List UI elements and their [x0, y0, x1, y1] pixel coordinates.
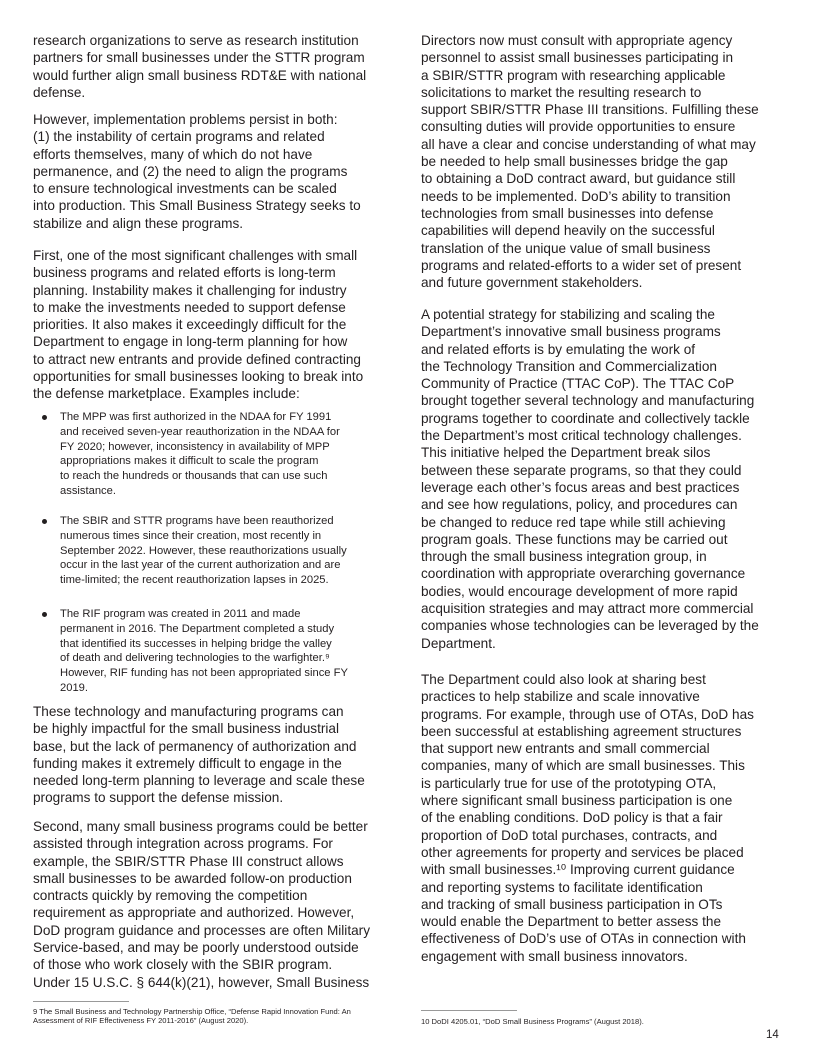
text-line: and received seven-year reauthorization in the NDAA for: [60, 425, 340, 438]
text-line: needed long-term planning to leverage and scale these: [33, 773, 365, 789]
text-line: First, one of the most significant challenges with small: [33, 248, 358, 263]
text-line: engagement with small business innovators.: [421, 948, 688, 964]
text-line: and future government stakeholders.: [421, 275, 643, 291]
text-line: the defense marketplace. Examples include:: [33, 386, 300, 402]
text-line: Directors now must consult with appropriate agency: [421, 33, 733, 48]
text-line: programs. For example, through use of OTAs, DoD has: [421, 706, 754, 722]
text-line: capabilities will depend heavily on the successful: [421, 223, 715, 239]
text-line: opportunities for small businesses looking to break into: [33, 369, 364, 385]
text-line: This initiative helped the Department break silos: [421, 445, 711, 461]
text-line: to make the investments needed to support defense: [33, 299, 346, 315]
text-line: assisted through integration across programs. For: [33, 836, 333, 852]
text-line: be needed to help small businesses bridge the gap: [421, 154, 728, 170]
text-line: small businesses to be awarded follow-on production: [33, 870, 352, 886]
text-line: priorities. It also makes it exceedingly difficult for the: [33, 317, 347, 333]
text-line: numerous times since their creation, most recently in: [60, 529, 322, 542]
text-line: assistance.: [60, 484, 116, 497]
text-line: the Technology Transition and Commercialization: [421, 358, 717, 374]
footnote-line: 9 The Small Business and Technology Partnership Office, “Defense Rapid Innovation Fund: An: [33, 1007, 351, 1016]
text-line: partners for small businesses under the STTR program: [33, 50, 365, 66]
text-line: permanence, and (2) the need to align the programs: [33, 163, 348, 179]
text-line: into production. This Small Business Strategy seeks to: [33, 198, 361, 214]
text-line: companies whose technologies can be leveraged by the: [421, 618, 759, 634]
text-line: acquisition strategies and may attract more commercial: [421, 601, 754, 617]
text-line: FY 2020; however, inconsistency in availability of MPP: [60, 440, 330, 453]
text-line: to ensure technological investments can be scaled: [33, 181, 337, 197]
text-line: the Department’s most critical technology challenges.: [421, 428, 742, 444]
text-line: practices to help stabilize and scale innovative: [421, 689, 700, 705]
text-line: been successful at establishing agreement structures: [421, 723, 742, 739]
text-line: stabilize and align these programs.: [33, 215, 244, 231]
text-line: consulting duties will provide opportunities to ensure: [421, 119, 736, 135]
text-line: programs and related-efforts to a wider set of present: [421, 257, 742, 273]
bullet-item: [33, 514, 405, 588]
text-line: Department’s innovative small business programs: [421, 324, 721, 340]
text-line: of those who work closely with the SBIR program.: [33, 957, 333, 973]
text-line: DoD program guidance and processes are often Military: [33, 922, 370, 938]
text-line: effectiveness of DoD’s use of OTAs in connection with: [421, 931, 746, 947]
right-column: [421, 0, 793, 1000]
text-line: base, but the lack of permanency of authorization and: [33, 738, 357, 754]
text-line: all have a clear and concise understanding of what may: [421, 136, 756, 152]
text-line: be highly impactful for the small business industrial: [33, 721, 340, 737]
text-line: Department.: [421, 635, 496, 651]
text-line: through the small business integration group, in: [421, 549, 707, 565]
text-line: solicitations to market the resulting research to: [421, 84, 702, 100]
text-line: However, RIF funding has not been appropriated since FY: [60, 667, 348, 680]
text-line: to attract new entrants and provide defined contracting: [33, 351, 361, 367]
bullet-item: [33, 410, 405, 499]
text-line: defense.: [33, 84, 86, 100]
text-line: (1) the instability of certain programs and related: [33, 129, 325, 145]
paragraph: [421, 671, 793, 965]
text-line: companies, many of which are small businesses. This: [421, 758, 745, 774]
text-line: program goals. These functions may be carried out: [421, 531, 728, 547]
text-line: leverage each other’s focus areas and best practices: [421, 479, 740, 495]
footnote-line: 10 DoDI 4205.01, “DoD Small Business Programs” (August 2018).: [421, 1017, 644, 1026]
text-line: Community of Practice (TTAC CoP). The TTAC CoP: [421, 376, 735, 392]
text-line: needs to be implemented. DoD’s ability to transition: [421, 188, 731, 204]
text-line: support SBIR/STTR Phase III transitions. Fulfilling these: [421, 102, 759, 118]
text-line: Second, many small business programs could be better: [33, 819, 368, 834]
paragraph: [421, 306, 793, 652]
bullet-item: [33, 607, 405, 696]
footnote-divider: [33, 1001, 129, 1002]
paragraph: [33, 247, 405, 403]
text-line: to obtaining a DoD contract award, but guidance still: [421, 171, 736, 187]
footnote-divider: [421, 1010, 517, 1011]
text-line: These technology and manufacturing programs can: [33, 704, 344, 719]
text-line: between these separate programs, so that they could: [421, 462, 742, 478]
text-line: and related efforts is by emulating the work of: [421, 341, 696, 357]
text-line: 2019.: [60, 681, 88, 694]
paragraph: [33, 703, 405, 807]
footnote-10: [421, 1017, 644, 1026]
text-line: occur in the last year of the current authorization and are: [60, 559, 341, 572]
text-line: proportion of DoD total purchases, contracts, and: [421, 827, 718, 843]
text-line: Service-based, and may be poorly understood outside: [33, 940, 359, 956]
text-line: personnel to assist small businesses participating in: [421, 50, 734, 66]
text-line: example, the SBIR/STTR Phase III construct allows: [33, 853, 344, 869]
text-line: where significant small business participation is one: [421, 793, 733, 809]
text-line: a SBIR/STTR program with researching applicable: [421, 67, 726, 83]
text-line: would enable the Department to better assess the: [421, 914, 721, 930]
text-line: efforts themselves, many of which do not have: [33, 146, 313, 162]
left-column: [33, 0, 405, 1000]
text-line: funding makes it extremely difficult to engage in the: [33, 755, 342, 771]
text-line: Department to engage in long-term planning for how: [33, 334, 348, 350]
text-line: time-limited; the recent reauthorization lapses in 2025.: [60, 574, 329, 587]
text-line: to reach the hundreds or thousands that can use such: [60, 470, 328, 483]
page-number: 14: [766, 1029, 779, 1041]
text-line: other agreements for property and services be placed: [421, 844, 744, 860]
text-line: and see how regulations, policy, and procedures can: [421, 497, 738, 513]
text-line: The MPP was first authorized in the NDAA for FY 1991: [60, 411, 332, 423]
text-line: However, implementation problems persist in both:: [33, 112, 338, 127]
footnote-9: [33, 1007, 351, 1025]
text-line: Under 15 U.S.C. § 644(k)(21), however, Small Business: [33, 974, 370, 990]
text-line: technologies from small businesses into defense: [421, 205, 714, 221]
text-line: bodies, would encourage development of more rapid: [421, 583, 738, 599]
text-line: The SBIR and STTR programs have been reauthorized: [60, 515, 334, 527]
text-line: A potential strategy for stabilizing and scaling the: [421, 307, 715, 322]
text-line: programs together to coordinate and collectively tackle: [421, 410, 750, 426]
text-line: programs to support the defense mission.: [33, 790, 284, 806]
paragraph: [421, 32, 793, 291]
text-line: translation of the unique value of small business: [421, 240, 711, 256]
text-line: and tracking of small business participation in OTs: [421, 896, 723, 912]
text-line: requirement as appropriate and authorized. However,: [33, 905, 355, 921]
text-line: contracts quickly by removing the competition: [33, 888, 308, 904]
text-line: that support new entrants and small commercial: [421, 741, 710, 757]
text-line: that identified its successes in helping bridge the valley: [60, 637, 332, 650]
text-line: coordination with appropriate overarching governance: [421, 566, 746, 582]
text-line: of the enabling conditions. DoD policy is that a fair: [421, 810, 723, 826]
paragraph: [33, 32, 405, 101]
text-line: planning. Instability makes it challenging for industry: [33, 282, 347, 298]
text-line: and reporting systems to facilitate identification: [421, 879, 703, 895]
text-line: permanent in 2016. The Department completed a study: [60, 622, 335, 635]
text-line: be changed to reduce red tape while still achieving: [421, 514, 726, 530]
text-line: business programs and related efforts is long-term: [33, 265, 336, 281]
text-line: is particularly true for use of the prototyping OTA,: [421, 775, 717, 791]
text-line: The RIF program was created in 2011 and made: [60, 608, 301, 620]
text-line: September 2022. However, these reauthorizations usually: [60, 544, 347, 557]
text-line: research organizations to serve as research institution: [33, 33, 359, 48]
paragraph: [33, 818, 405, 991]
text-line: brought together several technology and manufacturing: [421, 393, 755, 409]
text-line: of death and delivering technologies to the warfighter.⁹: [60, 652, 330, 665]
text-line: with small businesses.¹⁰ Improving current guidance: [421, 862, 735, 878]
footnote-line: Assessment of RIF Effectiveness FY 2011-2016” (August 2020).: [33, 1016, 249, 1025]
text-line: would further align small business RDT&E with national: [33, 67, 367, 83]
paragraph: [33, 111, 405, 232]
text-line: appropriations makes it difficult to scale the program: [60, 455, 319, 468]
text-line: The Department could also look at sharing best: [421, 672, 706, 687]
